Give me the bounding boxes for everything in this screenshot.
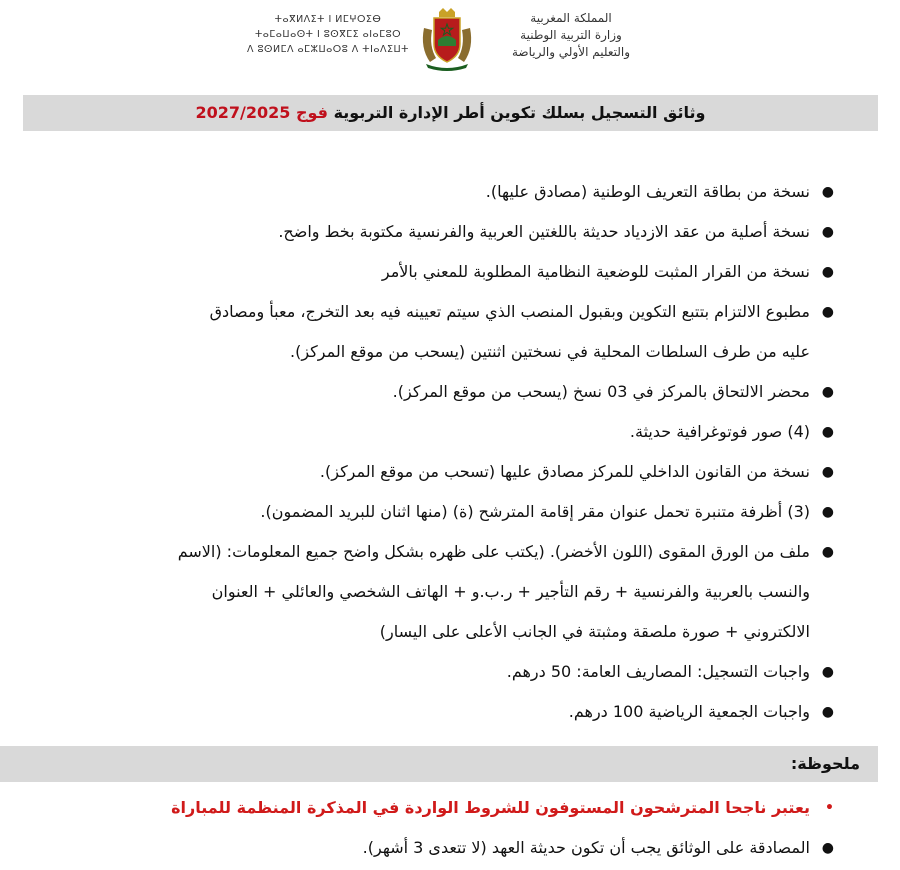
bullet-icon: • — [825, 800, 834, 816]
tifinagh-line-2: ⵜⴰⵎⴰⵡⴰⵙⵜ ⵏ ⵓⵙⴳⵎⵉ ⴰⵏⴰⵎⵓⵔ — [254, 29, 402, 40]
note-item — [18, 788, 840, 828]
document-text: مطبوع الالتزام بتتبع التكوين وبقبول المنصب الذي سيتم تعيينه فيه بعد التخرج، معبأ ومصادق — [209, 302, 810, 321]
bullet-icon: ● — [821, 264, 834, 280]
bullet-icon: ● — [821, 840, 834, 856]
bullet-icon: ● — [821, 384, 834, 400]
page-title — [23, 95, 878, 131]
document-text: نسخة من القرار المثبت للوضعية النظامية المطلوبة للمعني بالأمر — [381, 262, 810, 281]
required-documents-list — [18, 172, 840, 732]
document-text: ملف من الورق المقوى (اللون الأخضر). (يكتب على ظهره بشكل واضح جميع المعلومات: (الاسم — [177, 542, 810, 561]
coat-of-arms-icon — [418, 8, 476, 72]
bullet-icon: ● — [821, 464, 834, 480]
document-text: والنسب بالعربية والفرنسية + رقم التأجير + ر.ب.و + الهاتف الشخصي والعائلي + العنوان — [211, 582, 810, 601]
title-main: وثائق التسجيل بسلك تكوين أطر الإدارة التربوية — [333, 103, 706, 122]
document-item — [18, 452, 840, 492]
document-text: عليه من طرف السلطات المحلية في نسختين اثنتين (يسحب من موقع المركز). — [289, 342, 810, 361]
document-text: محضر الالتحاق بالمركز في 03 نسخ (يسحب من موقع المركز). — [392, 382, 810, 401]
letterhead — [0, 4, 900, 74]
notes-header — [0, 746, 878, 782]
tifinagh-line-1: ⵜⴰⴳⵍⴷⵉⵜ ⵏ ⵍⵎⵖⵔⵉⴱ — [274, 14, 382, 25]
document-text: واجبات التسجيل: المصاريف العامة: 50 درهم. — [506, 662, 810, 681]
document-item — [18, 412, 840, 452]
bullet-icon: ● — [821, 704, 834, 720]
document-item — [18, 652, 840, 692]
bullet-icon: ● — [821, 664, 834, 680]
document-item — [18, 292, 840, 372]
document-item — [18, 212, 840, 252]
note-item — [18, 828, 840, 868]
document-item — [18, 172, 840, 212]
tifinagh-line-3: ⴷ ⵓⵙⵍⵎⴷ ⴰⵎⵣⵡⴰⵔⵓ ⴷ ⵜⵏⴰⴷⵉⵡⵜ — [247, 44, 409, 55]
notes-label: ملحوظة: — [790, 754, 860, 773]
notes-list — [18, 788, 840, 868]
bullet-icon: ● — [821, 544, 834, 560]
document-item — [18, 532, 840, 652]
note-text: المصادقة على الوثائق يجب أن تكون حديثة العهد (لا تتعدى 3 أشهر). — [362, 838, 810, 857]
document-text: الالكتروني + صورة ملصقة ومثبتة في الجانب الأعلى على اليسار) — [379, 622, 810, 641]
bullet-icon: ● — [821, 184, 834, 200]
arabic-line-2: وزارة التربية الوطنية — [520, 28, 622, 42]
arabic-ministry-name — [476, 10, 666, 61]
title-cohort: فوج 2027/2025 — [195, 103, 328, 122]
document-item — [18, 492, 840, 532]
document-text: (3) أظرفة متنبرة تحمل عنوان مقر إقامة المترشح (ة) (منها اثنان للبريد المضمون). — [260, 502, 810, 521]
arabic-line-3: والتعليم الأولي والرياضة — [511, 45, 631, 59]
bullet-icon: ● — [821, 304, 834, 320]
tifinagh-ministry-name — [238, 12, 418, 57]
document-text: نسخة من بطاقة التعريف الوطنية (مصادق عليها). — [485, 182, 810, 201]
document-text: (4) صور فوتوغرافية حديثة. — [629, 422, 810, 441]
arabic-line-1: المملكة المغربية — [530, 11, 612, 25]
document-text: واجبات الجمعية الرياضية 100 درهم. — [568, 702, 810, 721]
bullet-icon: ● — [821, 224, 834, 240]
document-item — [18, 252, 840, 292]
document-text: نسخة أصلية من عقد الازدياد حديثة باللغتين العربية والفرنسية مكتوبة بخط واضح. — [278, 222, 810, 241]
bullet-icon: ● — [821, 424, 834, 440]
document-item — [18, 692, 840, 732]
bullet-icon: ● — [821, 504, 834, 520]
note-text: يعتبر ناجحا المترشحون المستوفون للشروط الواردة في المذكرة المنظمة للمباراة — [171, 798, 810, 817]
document-text: نسخة من القانون الداخلي للمركز مصادق عليها (تسحب من موقع المركز). — [319, 462, 810, 481]
document-item — [18, 372, 840, 412]
